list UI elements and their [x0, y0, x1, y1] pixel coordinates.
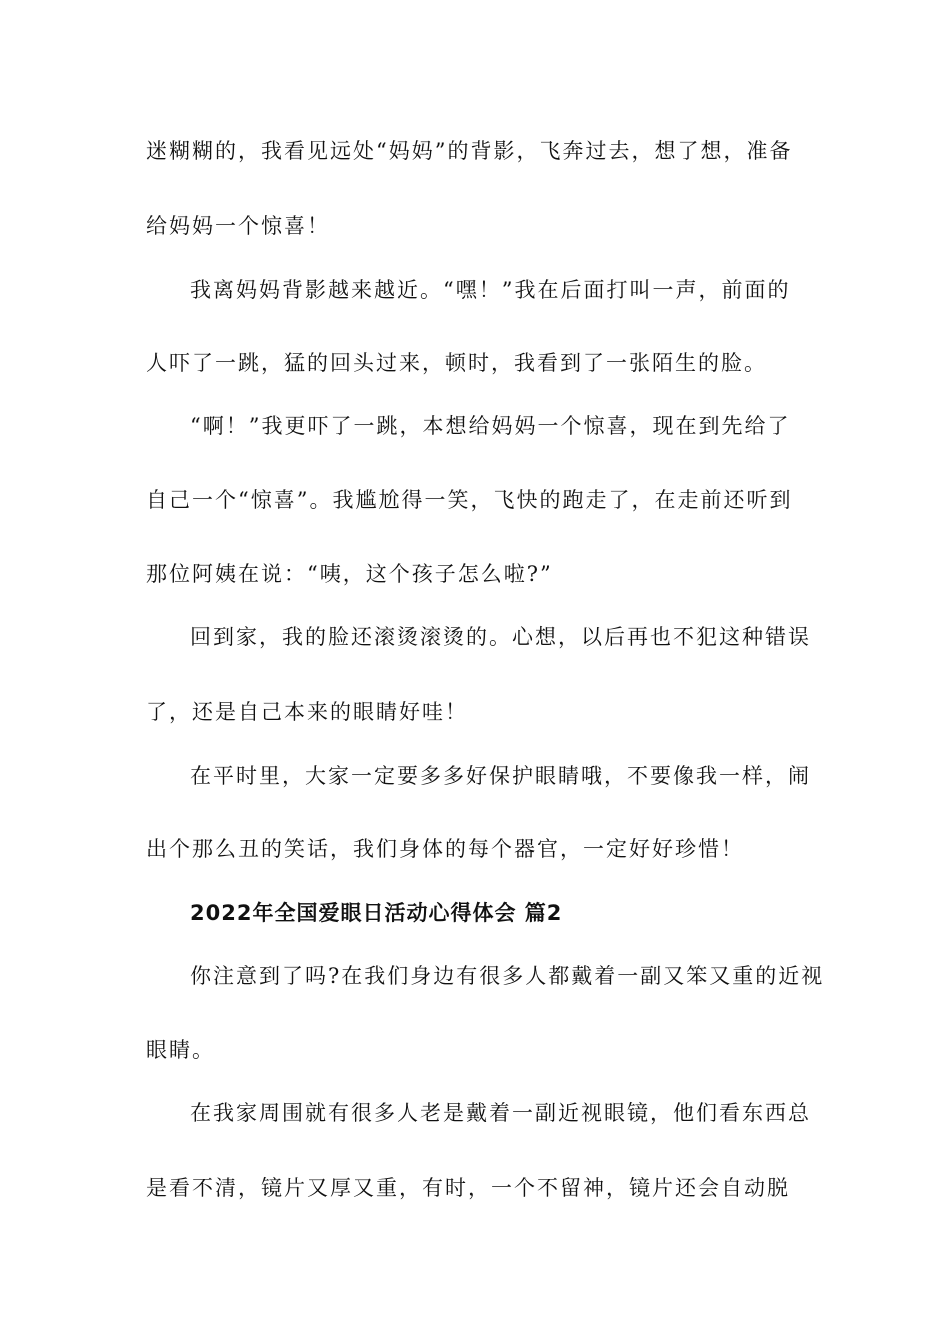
paragraph-line: 自己一个“惊喜”。我尴尬得一笑，飞快的跑走了，在走前还听到	[146, 488, 793, 512]
paragraph-line: 你注意到了吗?在我们身边有很多人都戴着一副又笨又重的近视	[190, 964, 825, 988]
section-heading: 2022年全国爱眼日活动心得体会 篇2	[190, 901, 563, 925]
paragraph-line: “啊！”我更吓了一跳，本想给妈妈一个惊喜，现在到先给了	[190, 414, 791, 438]
paragraph-line: 眼睛。	[146, 1038, 215, 1062]
paragraph-line: 是看不清，镜片又厚又重，有时，一个不留神，镜片还会自动脱	[146, 1176, 790, 1200]
paragraph-line: 出个那么丑的笑话，我们身体的每个器官，一定好好珍惜！	[146, 837, 744, 861]
paragraph-line: 在我家周围就有很多人老是戴着一副近视眼镜，他们看东西总	[190, 1101, 811, 1125]
paragraph-line: 那位阿姨在说：“咦，这个孩子怎么啦?”	[146, 562, 553, 586]
paragraph-line: 我离妈妈背影越来越近。“嘿！”我在后面打叫一声，前面的	[190, 278, 791, 302]
paragraph-line: 回到家，我的脸还滚烫滚烫的。心想，以后再也不犯这种错误	[190, 625, 811, 649]
paragraph-line: 迷糊糊的，我看见远处“妈妈”的背影，飞奔过去，想了想，准备	[146, 139, 793, 163]
paragraph-line: 人吓了一跳，猛的回头过来，顿时，我看到了一张陌生的脸。	[146, 351, 767, 375]
paragraph-line: 在平时里，大家一定要多多好保护眼睛哦，不要像我一样，闹	[190, 764, 811, 788]
paragraph-line: 了，还是自己本来的眼睛好哇！	[146, 700, 468, 724]
paragraph-line: 给妈妈一个惊喜！	[146, 214, 330, 238]
